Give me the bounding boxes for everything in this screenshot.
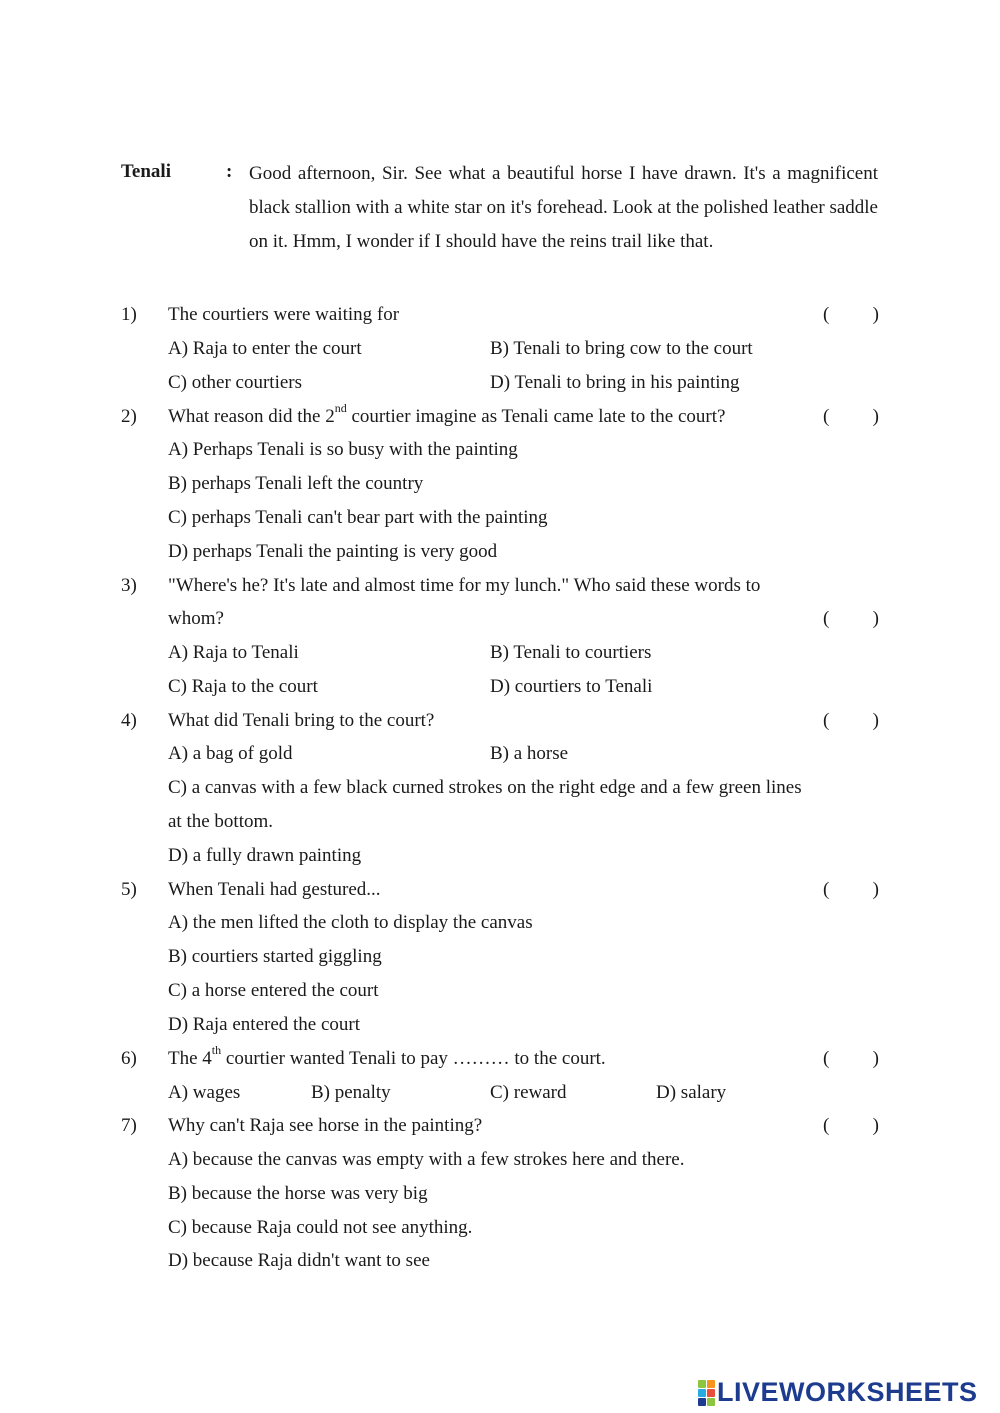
logo-mark-icon xyxy=(698,1380,715,1406)
question-3-option-c: C) Raja to the court xyxy=(168,676,318,697)
speaker-name: Tenali xyxy=(121,161,171,182)
question-4-option-a: A) a bag of gold xyxy=(168,743,293,764)
question-5-option-c: C) a horse entered the court xyxy=(168,980,379,1001)
question-7-number: 7) xyxy=(121,1115,137,1136)
question-5-text: When Tenali had gestured... xyxy=(168,879,381,900)
question-4-option-b: B) a horse xyxy=(490,743,569,764)
question-2-option-c: C) perhaps Tenali can't bear part with the painting xyxy=(168,507,548,528)
question-6-option-a: A) wages xyxy=(168,1082,241,1103)
question-5-number: 5) xyxy=(121,879,137,900)
answer-box-1[interactable]: ( ) xyxy=(823,304,879,325)
question-3-text-line2: whom? xyxy=(168,608,224,629)
question-1-number: 1) xyxy=(121,304,137,325)
answer-box-6[interactable]: ( ) xyxy=(823,1048,879,1069)
question-3-option-b: B) Tenali to courtiers xyxy=(490,642,652,663)
question-7-option-b: B) because the horse was very big xyxy=(168,1183,428,1204)
question-7-option-c: C) because Raja could not see anything. xyxy=(168,1217,473,1238)
answer-box-7[interactable]: ( ) xyxy=(823,1115,879,1136)
question-1-text: The courtiers were waiting for xyxy=(168,304,400,325)
question-2-option-b: B) perhaps Tenali left the country xyxy=(168,473,424,494)
dialogue-text: Good afternoon, Sir. See what a beautiful horse I have drawn. It's a magnificent black stallion with a white star on it's forehead. Look at the polished leather saddle on it. Hmm, I wonder if I should have the reins trail like that. xyxy=(249,163,878,252)
question-1-option-c: C) other courtiers xyxy=(168,372,303,393)
question-5-option-d: D) Raja entered the court xyxy=(168,1014,361,1035)
question-6-text: The 4th courtier wanted Tenali to pay ……… to the court. xyxy=(168,1042,606,1069)
question-3-text-line1: "Where's he? It's late and almost time for my lunch." Who said these words to xyxy=(168,575,761,596)
question-5-option-a: A) the men lifted the cloth to display the canvas xyxy=(168,912,533,933)
answer-box-5[interactable]: ( ) xyxy=(823,879,879,900)
question-4-text: What did Tenali bring to the court? xyxy=(168,710,435,731)
liveworksheets-logo xyxy=(698,1377,978,1408)
question-3-option-a: A) Raja to Tenali xyxy=(168,642,299,663)
answer-box-3[interactable]: ( ) xyxy=(823,608,879,629)
question-7-option-a: A) because the canvas was empty with a few strokes here and there. xyxy=(168,1149,685,1170)
question-5-option-b: B) courtiers started giggling xyxy=(168,946,382,967)
question-4-number: 4) xyxy=(121,710,137,731)
question-2-text: What reason did the 2nd courtier imagine as Tenali came late to the court? xyxy=(168,400,726,427)
question-4-option-c-line2: at the bottom. xyxy=(168,811,274,832)
question-4-option-c-line1: C) a canvas with a few black curned strokes on the right edge and a few green lines xyxy=(168,777,802,798)
question-3-number: 3) xyxy=(121,575,137,596)
question-7-text: Why can't Raja see horse in the painting? xyxy=(168,1115,483,1136)
question-1-option-a: A) Raja to enter the court xyxy=(168,338,362,359)
answer-box-4[interactable]: ( ) xyxy=(823,710,879,731)
question-4-option-d: D) a fully drawn painting xyxy=(168,845,362,866)
question-6-option-d: D) salary xyxy=(656,1082,727,1103)
logo-text: LIVEWORKSHEETS xyxy=(717,1377,978,1407)
question-7-option-d: D) because Raja didn't want to see xyxy=(168,1250,430,1271)
answer-box-2[interactable]: ( ) xyxy=(823,406,879,427)
question-1-option-b: B) Tenali to bring cow to the court xyxy=(490,338,753,359)
question-6-number: 6) xyxy=(121,1048,137,1069)
question-6-option-b: B) penalty xyxy=(311,1082,391,1103)
question-1-option-d: D) Tenali to bring in his painting xyxy=(490,372,740,393)
question-2-option-d: D) perhaps Tenali the painting is very good xyxy=(168,541,498,562)
question-3-option-d: D) courtiers to Tenali xyxy=(490,676,653,697)
question-6-option-c: C) reward xyxy=(490,1082,567,1103)
question-2-number: 2) xyxy=(121,406,137,427)
speaker-colon: : xyxy=(226,161,233,182)
question-2-option-a: A) Perhaps Tenali is so busy with the painting xyxy=(168,439,518,460)
